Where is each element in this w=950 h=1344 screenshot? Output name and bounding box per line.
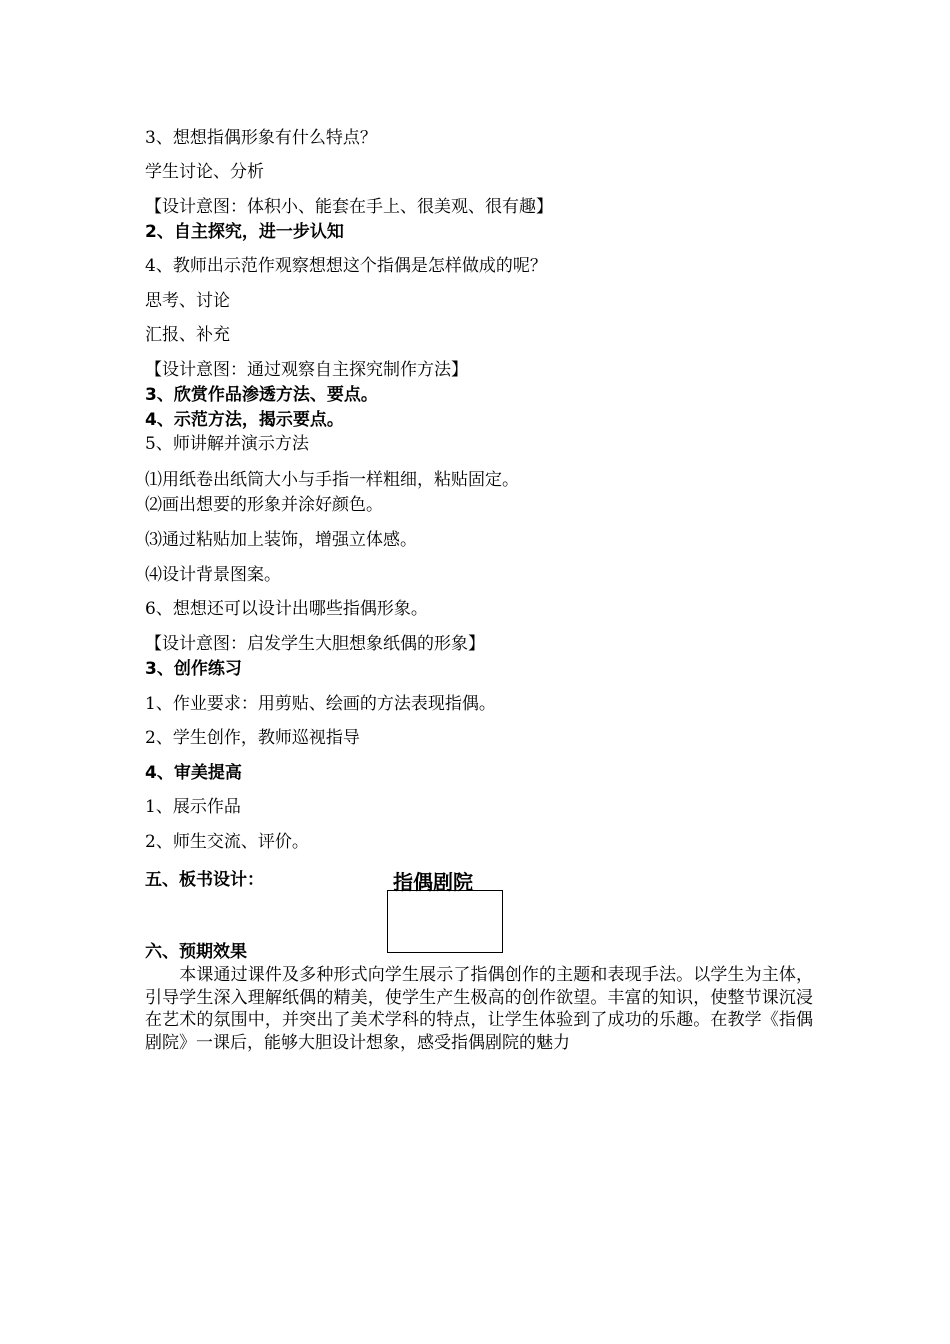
board-title: 指偶剧院 <box>393 870 473 894</box>
step-5: 5、师讲解并演示方法 <box>145 434 309 454</box>
design-intent-2: 【设计意图：通过观察自主探究制作方法】 <box>145 360 468 380</box>
think-discuss: 思考、讨论 <box>145 291 230 311</box>
show-works: 1、展示作品 <box>145 797 241 817</box>
teacher-demo: 4、教师出示范作观察想想这个指偶是怎样做成的呢？ <box>145 256 547 276</box>
section-demonstrate: 4、示范方法，揭示要点。 <box>145 410 344 430</box>
section-aesthetic: 4、审美提高 <box>145 763 242 783</box>
design-intent-3: 【设计意图：启发学生大胆想象纸偶的形象】 <box>145 634 485 654</box>
report-supplement: 汇报、补充 <box>145 325 230 345</box>
expected-effect-heading: 六、预期效果 <box>145 942 247 962</box>
student-create: 2、学生创作，教师巡视指导 <box>145 728 360 748</box>
student-discussion: 学生讨论、分析 <box>145 162 264 182</box>
expected-effect-paragraph <box>145 964 813 1054</box>
question-3: 3、想想指偶形象有什么特点？ <box>145 128 377 148</box>
board-design-heading: 五、板书设计： <box>145 870 264 890</box>
section-appreciate: 3、欣赏作品渗透方法、要点。 <box>145 385 378 405</box>
method-step-3: ⑶通过粘贴加上装饰，增强立体感。 <box>145 530 417 550</box>
design-intent-1: 【设计意图：体积小、能套在手上、很美观、很有趣】 <box>145 197 553 217</box>
section-explore: 2、自主探究，进一步认知 <box>145 222 344 242</box>
paragraph-text: 本课通过课件及多种形式向学生展示了指偶创作的主题和表现手法。以学生为主体，引导学生深入理解纸偶的精美，使学生产生极高的创作欲望。丰富的知识，使整节课沉浸在艺术的氛围中，并突出了美术学科的特点，让学生体验到了成功的乐趣。在教学《指偶剧院》一课后，能够大胆设计想象，感受指偶剧院的魅力 <box>145 965 813 1053</box>
method-step-4: ⑷设计背景图案。 <box>145 565 281 585</box>
exchange-evaluate: 2、师生交流、评价。 <box>145 832 309 852</box>
step-6: 6、想想还可以设计出哪些指偶形象。 <box>145 599 428 619</box>
board-box <box>387 890 503 953</box>
method-step-2: ⑵画出想要的形象并涂好颜色。 <box>145 495 383 515</box>
section-create: 3、创作练习 <box>145 659 242 679</box>
method-step-1: ⑴用纸卷出纸筒大小与手指一样粗细，粘贴固定。 <box>145 470 519 490</box>
assignment: 1、作业要求：用剪贴、绘画的方法表现指偶。 <box>145 694 496 714</box>
